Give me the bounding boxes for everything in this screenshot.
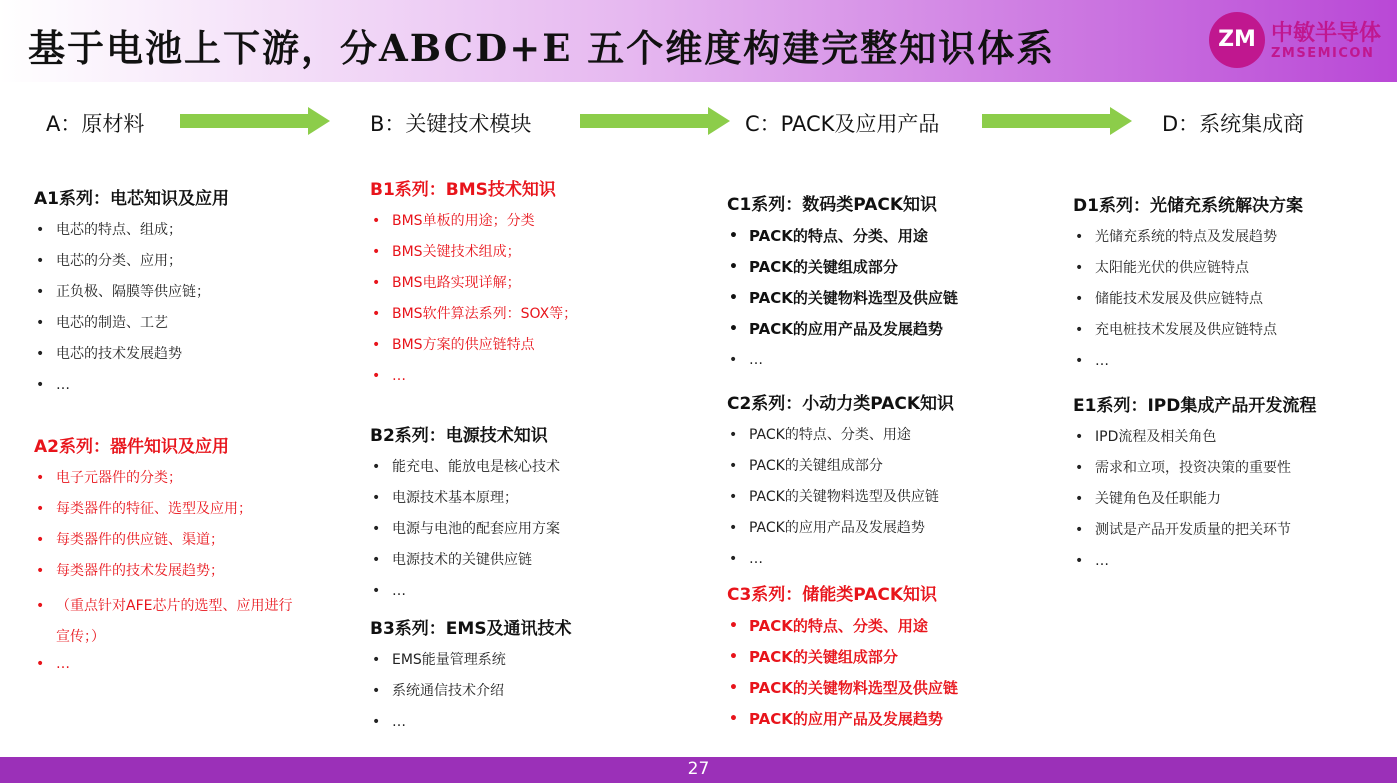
- list-item: • 正负极、隔膜等供应链；: [34, 281, 334, 312]
- section-e1: [1073, 394, 1393, 581]
- arrow-right-icon: [580, 107, 730, 135]
- list-item: • 关键角色及任职能力: [1073, 488, 1393, 519]
- list-item: • 电子元器件的分类；: [34, 467, 334, 498]
- list-item: • PACK的关键组成部分: [727, 256, 1047, 287]
- logo-name-cn: 中敏半导体: [1271, 21, 1382, 46]
- list-item: • …: [727, 548, 1047, 579]
- section-a1: [34, 187, 334, 405]
- section-d1: [1073, 194, 1393, 381]
- section-c3: [727, 583, 1047, 739]
- section-title: C3系列：储能类PACK知识: [727, 585, 938, 605]
- list-item: • 每类器件的技术发展趋势；: [34, 560, 334, 591]
- list-item: • （重点针对AFE芯片的选型、应用进行宣传；）: [34, 591, 306, 653]
- section-title: A1系列：电芯知识及应用: [34, 189, 229, 209]
- list-item: • PACK的应用产品及发展趋势: [727, 708, 1047, 739]
- stage-a-label: A：原材料: [46, 112, 145, 136]
- list-item: • 储能技术发展及供应链特点: [1073, 288, 1393, 319]
- stage-b-label: B：关键技术模块: [370, 112, 532, 136]
- slide-title: 基于电池上下游，分ABCD+E 五个维度构建完整知识体系: [28, 26, 1056, 70]
- list-item: • BMS软件算法系列：SOX等；: [370, 303, 690, 334]
- section-title: A2系列：器件知识及应用: [34, 437, 229, 457]
- section-title: D1系列：光储充系统解决方案: [1073, 196, 1303, 216]
- list-item: • 每类器件的特征、选型及应用；: [34, 498, 334, 529]
- company-logo: [1209, 12, 1389, 70]
- section-c1: [727, 193, 1047, 380]
- list-item: • PACK的关键组成部分: [727, 455, 1047, 486]
- list-item: • PACK的关键组成部分: [727, 646, 1047, 677]
- section-title: E1系列：IPD集成产品开发流程: [1073, 396, 1317, 416]
- column-b: [370, 178, 690, 742]
- list-item: • PACK的关键物料选型及供应链: [727, 287, 1047, 318]
- section-title: C2系列：小动力类PACK知识: [727, 394, 955, 414]
- list-item: • 电源与电池的配套应用方案: [370, 518, 690, 549]
- list-item: • …: [370, 580, 690, 611]
- section-b3: [370, 617, 690, 742]
- list-item: • IPD流程及相关角色: [1073, 426, 1393, 457]
- section-title: B2系列：电源技术知识: [370, 426, 548, 446]
- list-item: • PACK的特点、分类、用途: [727, 424, 1047, 455]
- list-item: • 电源技术基本原理；: [370, 487, 690, 518]
- header-banner: [0, 0, 1397, 82]
- list-item: • BMS电路实现详解；: [370, 272, 690, 303]
- section-b2: [370, 424, 690, 611]
- list-item: • EMS能量管理系统: [370, 649, 690, 680]
- column-c: [727, 193, 1047, 739]
- list-item: • …: [34, 374, 334, 405]
- list-item: • PACK的特点、分类、用途: [727, 615, 1047, 646]
- list-item: • PACK的关键物料选型及供应链: [727, 677, 1047, 708]
- column-a: [34, 187, 334, 684]
- section-title: B3系列：EMS及通讯技术: [370, 619, 572, 639]
- list-item: • PACK的应用产品及发展趋势: [727, 517, 1047, 548]
- section-a2: [34, 435, 334, 684]
- list-item: • 充电桩技术发展及供应链特点: [1073, 319, 1393, 350]
- list-item: • BMS关键技术组成；: [370, 241, 690, 272]
- page-number: 27: [687, 759, 710, 779]
- list-item: • 每类器件的供应链、渠道；: [34, 529, 334, 560]
- arrow-right-icon: [982, 107, 1132, 135]
- list-item: • 电芯的特点、组成；: [34, 219, 334, 250]
- list-item: • 需求和立项，投资决策的重要性: [1073, 457, 1393, 488]
- list-item: • …: [1073, 550, 1393, 581]
- section-c2: [727, 392, 1047, 579]
- list-item: • 能充电、能放电是核心技术: [370, 456, 690, 487]
- list-item: • …: [1073, 350, 1393, 381]
- section-title: B1系列：BMS技术知识: [370, 180, 556, 200]
- logo-name-en: ZMSEMICON: [1271, 46, 1375, 61]
- list-item: • …: [370, 711, 690, 742]
- list-item: • 太阳能光伏的供应链特点: [1073, 257, 1393, 288]
- list-item: • 电源技术的关键供应链: [370, 549, 690, 580]
- section-title: C1系列：数码类PACK知识: [727, 195, 938, 215]
- section-b1: [370, 178, 690, 396]
- list-item: • 电芯的分类、应用；: [34, 250, 334, 281]
- list-item: • …: [34, 653, 334, 684]
- list-item: • 电芯的制造、工艺: [34, 312, 334, 343]
- list-item: • BMS方案的供应链特点: [370, 334, 690, 365]
- list-item: • PACK的应用产品及发展趋势: [727, 318, 1047, 349]
- arrow-right-icon: [180, 107, 330, 135]
- stage-c-label: C：PACK及应用产品: [745, 112, 940, 136]
- list-item: • 测试是产品开发质量的把关环节: [1073, 519, 1393, 550]
- list-item: • BMS单板的用途；分类: [370, 210, 690, 241]
- list-item: • PACK的特点、分类、用途: [727, 225, 1047, 256]
- column-d: [1073, 194, 1393, 581]
- list-item: • 系统通信技术介绍: [370, 680, 690, 711]
- list-item: • 电芯的技术发展趋势: [34, 343, 334, 374]
- list-item: • PACK的关键物料选型及供应链: [727, 486, 1047, 517]
- list-item: • …: [370, 365, 690, 396]
- list-item: • …: [727, 349, 1047, 380]
- stage-d-label: D：系统集成商: [1162, 112, 1305, 136]
- logo-mark: ZM: [1209, 12, 1265, 68]
- list-item: • 光储充系统的特点及发展趋势: [1073, 226, 1393, 257]
